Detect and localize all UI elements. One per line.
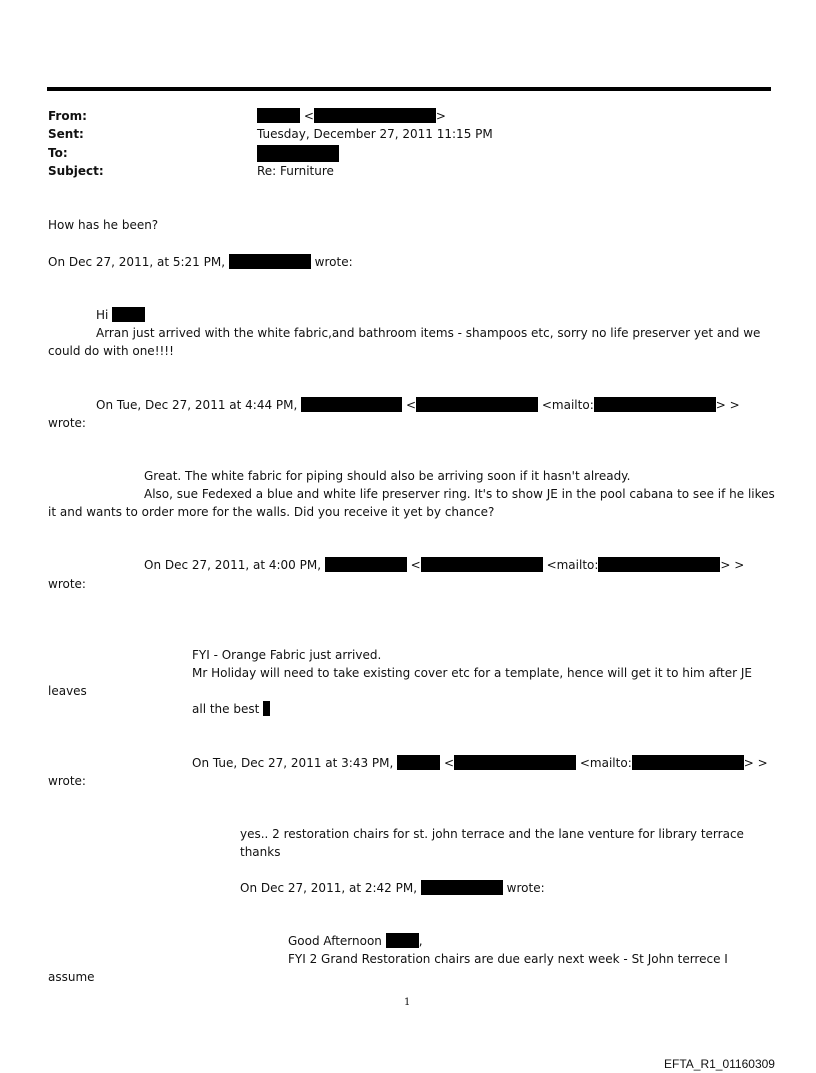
quote-text: < (443, 756, 455, 770)
quote-text: > > (720, 558, 745, 572)
redaction-box (301, 397, 402, 412)
document-id: EFTA_R1_01160309 (664, 1057, 775, 1071)
quote-text: < (405, 398, 417, 412)
body-line: Also, sue Fedexed a blue and white life preserver ring. It's to show JE in the pool cabana to see if he likes (144, 487, 775, 501)
quote-header-2 (96, 397, 740, 413)
redaction-box (632, 755, 744, 770)
quote-text: On Dec 27, 2011, at 2:42 PM, (240, 881, 418, 895)
redaction-box (416, 397, 538, 412)
body-line: Great. The white fabric for piping should also be arriving soon if it hasn't already. (144, 469, 631, 483)
body-line: Arran just arrived with the white fabric,and bathroom items - shampoos etc, sorry no life preserver yet and we (96, 326, 761, 340)
quote-header-5 (240, 880, 545, 896)
quote-text: wrote: (506, 881, 545, 895)
quote-text: <mailto: (546, 558, 599, 572)
redaction-box (598, 557, 720, 572)
from-label: From: (48, 109, 87, 123)
quote-text: On Dec 27, 2011, at 5:21 PM, (48, 255, 226, 269)
page-number: 1 (404, 997, 411, 1008)
redaction-box (229, 254, 311, 269)
to-value (257, 145, 339, 163)
quote-text: <mailto: (579, 756, 632, 770)
quote-text: <mailto: (541, 398, 594, 412)
subject-value: Re: Furniture (257, 164, 334, 178)
quote-text: > > (715, 398, 740, 412)
redaction-box (257, 108, 300, 123)
body-line: FYI 2 Grand Restoration chairs are due early next week - St John terrece I (288, 952, 728, 966)
quote-wrote: wrote: (48, 577, 86, 591)
body-line: How has he been? (48, 218, 159, 232)
sent-value: Tuesday, December 27, 2011 11:15 PM (257, 127, 493, 141)
greeting-text: Good Afternoon (288, 934, 382, 948)
body-line: thanks (240, 845, 281, 859)
quote-text: < (410, 558, 421, 572)
greeting-hi (96, 307, 145, 323)
body-line: yes.. 2 restoration chairs for st. john terrace and the lane venture for library terrace (240, 827, 744, 841)
signoff-text: all the best (192, 702, 260, 716)
quote-text: > > (743, 756, 768, 770)
redaction-box (397, 755, 440, 770)
redaction-box (263, 701, 270, 716)
quote-header-3 (144, 557, 744, 573)
sent-label: Sent: (48, 127, 84, 141)
greeting-afternoon (288, 933, 423, 949)
redaction-box (257, 145, 339, 162)
redaction-box (325, 557, 407, 572)
greeting-text: Hi (96, 308, 109, 322)
quote-header-4 (192, 755, 768, 771)
body-line: assume (48, 970, 95, 984)
body-line: could do with one!!!! (48, 344, 174, 358)
body-line: it and wants to order more for the walls. Did you receive it yet by chance? (48, 505, 495, 519)
to-label: To: (48, 146, 68, 160)
header-rule (47, 87, 771, 91)
quote-wrote: wrote: (48, 416, 86, 430)
redaction-box (421, 557, 543, 572)
redaction-box (386, 933, 419, 948)
redaction-box (454, 755, 576, 770)
redaction-box (421, 880, 503, 895)
quote-text: On Tue, Dec 27, 2011 at 4:44 PM, (96, 398, 298, 412)
from-bracket-open: < (303, 109, 314, 123)
subject-label: Subject: (48, 164, 104, 178)
body-line: leaves (48, 684, 87, 698)
quote-header-1 (48, 254, 353, 270)
signoff (192, 701, 270, 717)
redaction-box (314, 108, 436, 123)
redaction-box (112, 307, 145, 322)
quote-text: On Tue, Dec 27, 2011 at 3:43 PM, (192, 756, 394, 770)
redaction-box (594, 397, 716, 412)
quote-text: On Dec 27, 2011, at 4:00 PM, (144, 558, 322, 572)
quote-wrote: wrote: (48, 774, 86, 788)
greeting-text: , (418, 934, 423, 948)
quote-text: wrote: (314, 255, 353, 269)
body-line: FYI - Orange Fabric just arrived. (192, 648, 382, 662)
body-line: Mr Holiday will need to take existing cover etc for a template, hence will get it to him after JE (192, 666, 753, 680)
from-bracket-close: > (435, 109, 446, 123)
from-value (257, 108, 446, 124)
